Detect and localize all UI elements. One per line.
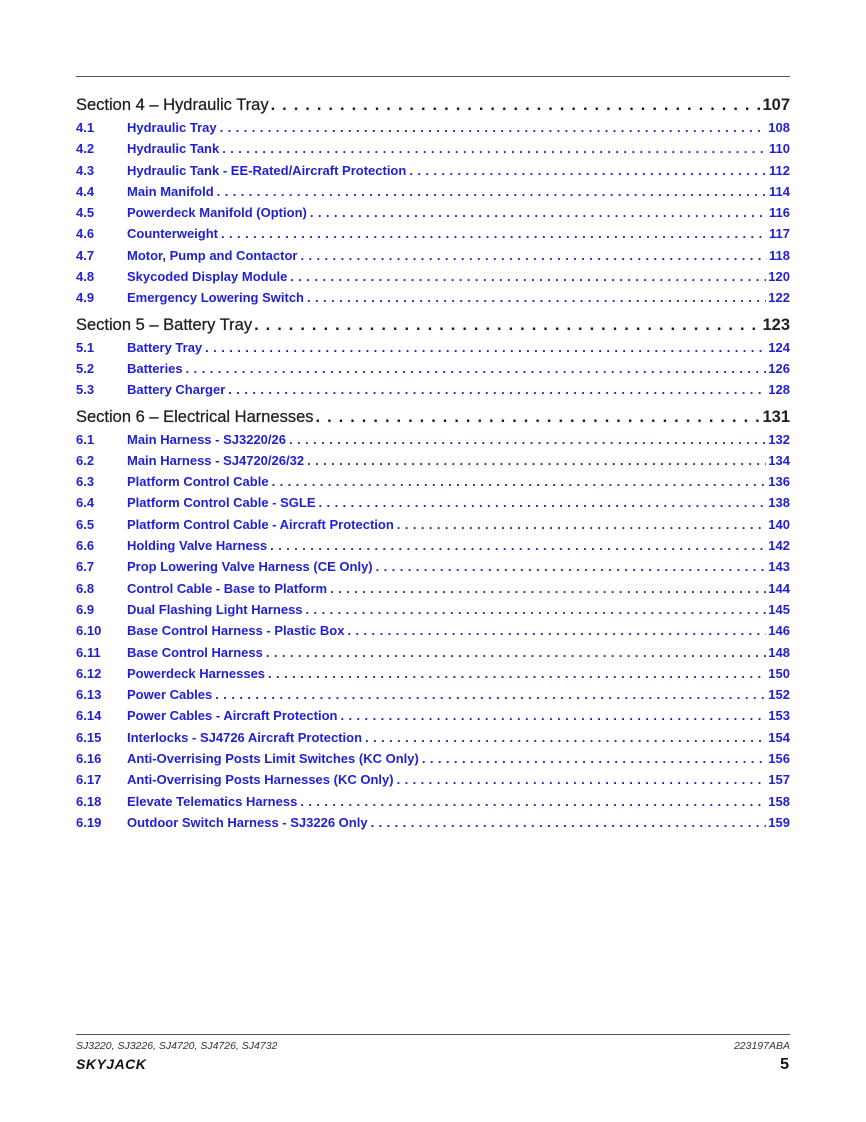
- dot-leader: [397, 517, 767, 532]
- entry-page-number: 153: [768, 708, 790, 724]
- entry-title: Battery Tray: [127, 339, 203, 355]
- dot-leader: [300, 248, 767, 263]
- entry-number: 6.4: [76, 495, 95, 511]
- toc-entry-link[interactable]: [76, 794, 790, 815]
- entry-title: Dual Flashing Light Harness: [127, 601, 303, 617]
- dot-leader: [268, 666, 766, 681]
- toc-entry-link[interactable]: [76, 538, 790, 559]
- toc-section-heading[interactable]: [76, 316, 790, 340]
- entry-title: Platform Control Cable: [127, 474, 269, 490]
- dot-leader: [365, 730, 766, 745]
- dot-leader: [205, 340, 766, 355]
- entry-page-number: 120: [768, 269, 790, 285]
- toc-entry-link[interactable]: [76, 163, 790, 184]
- toc-entry-link[interactable]: [76, 290, 790, 311]
- toc-section-heading[interactable]: [76, 408, 790, 432]
- toc-entry-link[interactable]: [76, 382, 790, 403]
- entry-page-number: 157: [768, 772, 790, 788]
- entry-page-number: 110: [769, 141, 790, 157]
- entry-page-number: 112: [769, 162, 790, 178]
- toc-entry-link[interactable]: [76, 687, 790, 708]
- entry-title: Hydraulic Tank - EE-Rated/Aircraft Protection: [127, 162, 407, 178]
- entry-page-number: 138: [768, 495, 790, 511]
- toc-section-heading[interactable]: [76, 96, 790, 120]
- entry-title: Motor, Pump and Contactor: [127, 247, 298, 263]
- toc-entry-link[interactable]: [76, 141, 790, 162]
- dot-leader: [422, 751, 766, 766]
- entry-page-number: 122: [768, 290, 790, 306]
- entry-title: Emergency Lowering Switch: [127, 290, 304, 306]
- entry-page-number: 154: [768, 729, 790, 745]
- entry-page-number: 148: [768, 644, 790, 660]
- section-title: Section 5 – Battery Tray: [76, 315, 253, 334]
- entry-page-number: 126: [768, 360, 790, 376]
- dot-leader: [289, 432, 766, 447]
- toc-entry-link[interactable]: [76, 730, 790, 751]
- entry-title: Platform Control Cable - SGLE: [127, 495, 316, 511]
- entry-number: 4.8: [76, 269, 95, 285]
- page-number: 5: [780, 1056, 789, 1073]
- dot-leader: [217, 184, 767, 199]
- toc-entry-link[interactable]: [76, 495, 790, 516]
- entry-page-number: 145: [768, 601, 790, 617]
- entry-number: 6.9: [76, 601, 95, 617]
- entry-number: 5.1: [76, 339, 95, 355]
- toc-entry-link[interactable]: [76, 666, 790, 687]
- entry-title: Hydraulic Tray: [127, 120, 217, 135]
- entry-page-number: 143: [768, 559, 790, 575]
- toc-entry-link[interactable]: [76, 815, 790, 836]
- entry-page-number: 140: [768, 516, 790, 532]
- entry-title: Outdoor Switch Harness - SJ3226 Only: [127, 814, 368, 830]
- entry-number: 6.2: [76, 452, 95, 468]
- entry-number: 6.12: [76, 665, 102, 681]
- entry-page-number: 156: [768, 751, 790, 767]
- entry-title: Main Harness - SJ4720/26/32: [127, 452, 305, 468]
- toc-entry-link[interactable]: [76, 269, 790, 290]
- entry-page-number: 124: [768, 339, 790, 355]
- toc-entry-link[interactable]: [76, 581, 790, 602]
- toc-entry-link[interactable]: [76, 226, 790, 247]
- entry-page-number: 118: [769, 247, 790, 263]
- entry-number: 4.2: [76, 141, 95, 157]
- entry-page-number: 132: [768, 431, 790, 447]
- section-page-number: 131: [762, 407, 790, 426]
- entry-page-number: 142: [768, 538, 790, 554]
- entry-title: Hydraulic Tank: [127, 141, 220, 157]
- dot-leader: [330, 581, 766, 596]
- dot-leader: [316, 408, 761, 427]
- section-page-number: 107: [762, 96, 790, 114]
- entry-title: Skycoded Display Module: [127, 269, 288, 285]
- dot-leader: [290, 269, 766, 284]
- toc-entry-link[interactable]: [76, 453, 790, 474]
- entry-number: 6.13: [76, 687, 102, 703]
- dot-leader: [310, 205, 767, 220]
- dot-leader: [340, 708, 766, 723]
- section-title: Section 6 – Electrical Harnesses: [76, 407, 314, 426]
- entry-number: 6.3: [76, 474, 95, 490]
- dot-leader: [270, 538, 766, 553]
- entry-number: 6.7: [76, 559, 95, 575]
- toc-entry-link[interactable]: [76, 205, 790, 226]
- entry-page-number: 150: [768, 665, 790, 681]
- entry-page-number: 158: [768, 793, 790, 809]
- toc-entry-link[interactable]: [76, 361, 790, 382]
- entry-page-number: 117: [769, 226, 790, 242]
- entry-number: 4.7: [76, 247, 95, 263]
- toc-entry-link[interactable]: [76, 645, 790, 666]
- toc-entry-link[interactable]: [76, 602, 790, 623]
- dot-leader: [306, 602, 767, 617]
- entry-title: Prop Lowering Valve Harness (CE Only): [127, 559, 373, 575]
- entry-page-number: 152: [768, 687, 790, 703]
- table-of-contents: [76, 96, 790, 836]
- header-rule: [76, 76, 790, 77]
- entry-page-number: 136: [768, 474, 790, 490]
- section-title: Section 4 – Hydraulic Tray: [76, 96, 269, 114]
- dot-leader: [376, 559, 767, 574]
- dot-leader: [409, 163, 767, 178]
- entry-number: 5.2: [76, 360, 95, 376]
- entry-number: 6.17: [76, 772, 102, 788]
- dot-leader: [307, 453, 766, 468]
- entry-title: Batteries: [127, 360, 183, 376]
- dot-leader: [371, 815, 767, 830]
- toc-entry-link[interactable]: [76, 340, 790, 361]
- dot-leader: [254, 316, 760, 335]
- entry-number: 6.16: [76, 751, 102, 767]
- dot-leader: [220, 120, 767, 135]
- toc-entry-link[interactable]: [76, 432, 790, 453]
- toc-entry-link[interactable]: [76, 248, 790, 269]
- entry-number: 6.5: [76, 516, 95, 532]
- entry-number: 6.18: [76, 793, 102, 809]
- entry-page-number: 146: [768, 623, 790, 639]
- dot-leader: [347, 623, 766, 638]
- entry-title: Main Harness - SJ3220/26: [127, 431, 286, 447]
- dot-leader: [186, 361, 767, 376]
- section-page-number: 123: [762, 315, 790, 334]
- skyjack-logo: SKYJACK: [76, 1056, 147, 1072]
- entry-title: Elevate Telematics Harness: [127, 793, 298, 809]
- entry-title: Power Cables - Aircraft Protection: [127, 708, 338, 724]
- toc-entry-link[interactable]: [76, 559, 790, 580]
- dot-leader: [307, 290, 766, 305]
- entry-title: Powerdeck Manifold (Option): [127, 205, 307, 221]
- entry-number: 6.1: [76, 431, 95, 447]
- entry-page-number: 116: [769, 205, 790, 221]
- entry-page-number: 159: [768, 814, 790, 830]
- entry-page-number: 108: [768, 120, 790, 135]
- dot-leader: [271, 96, 761, 115]
- entry-title: Anti-Overrising Posts Limit Switches (KC Only): [127, 751, 419, 767]
- dot-leader: [222, 141, 767, 156]
- footer-rule: [76, 1034, 790, 1035]
- toc-entry-link[interactable]: [76, 184, 790, 205]
- dot-leader: [221, 226, 767, 241]
- toc-entry-link[interactable]: [76, 772, 790, 793]
- entry-title: Counterweight: [127, 226, 218, 242]
- entry-number: 6.8: [76, 580, 95, 596]
- entry-title: Interlocks - SJ4726 Aircraft Protection: [127, 729, 363, 745]
- entry-page-number: 128: [768, 382, 790, 398]
- dot-leader: [215, 687, 766, 702]
- entry-number: 6.14: [76, 708, 102, 724]
- entry-number: 6.19: [76, 814, 102, 830]
- dot-leader: [300, 794, 766, 809]
- entry-page-number: 134: [768, 452, 790, 468]
- entry-number: 4.6: [76, 226, 95, 242]
- toc-entry-link[interactable]: [76, 474, 790, 495]
- entry-title: Main Manifold: [127, 183, 214, 199]
- footer-doc-number: 223197ABA: [733, 1040, 790, 1052]
- toc-entry-link[interactable]: [76, 120, 790, 141]
- entry-number: 5.3: [76, 382, 95, 398]
- toc-entry-link[interactable]: [76, 517, 790, 538]
- entry-title: Platform Control Cable - Aircraft Protection: [127, 516, 394, 532]
- entry-number: 4.1: [76, 120, 95, 135]
- entry-title: Battery Charger: [127, 382, 226, 398]
- entry-number: 6.6: [76, 538, 95, 554]
- entry-title: Power Cables: [127, 687, 213, 703]
- entry-page-number: 114: [769, 183, 790, 199]
- toc-entry-link[interactable]: [76, 751, 790, 772]
- toc-entry-link[interactable]: [76, 708, 790, 729]
- footer-models: SJ3220, SJ3226, SJ4720, SJ4726, SJ4732: [76, 1040, 278, 1052]
- entry-number: 6.15: [76, 729, 102, 745]
- dot-leader: [397, 772, 767, 787]
- dot-leader: [266, 645, 766, 660]
- entry-number: 4.4: [76, 183, 95, 199]
- dot-leader: [272, 474, 767, 489]
- toc-entry-link[interactable]: [76, 623, 790, 644]
- entry-title: Base Control Harness - Plastic Box: [127, 623, 345, 639]
- entry-number: 4.5: [76, 205, 95, 221]
- entry-title: Control Cable - Base to Platform: [127, 580, 328, 596]
- entry-number: 4.3: [76, 162, 95, 178]
- entry-title: Holding Valve Harness: [127, 538, 268, 554]
- entry-title: Powerdeck Harnesses: [127, 665, 266, 681]
- dot-leader: [319, 495, 767, 510]
- entry-number: 6.11: [76, 644, 101, 660]
- entry-number: 4.9: [76, 290, 95, 306]
- entry-title: Anti-Overrising Posts Harnesses (KC Only): [127, 772, 394, 788]
- entry-title: Base Control Harness: [127, 644, 263, 660]
- entry-page-number: 144: [768, 580, 790, 596]
- dot-leader: [228, 382, 766, 397]
- entry-number: 6.10: [76, 623, 102, 639]
